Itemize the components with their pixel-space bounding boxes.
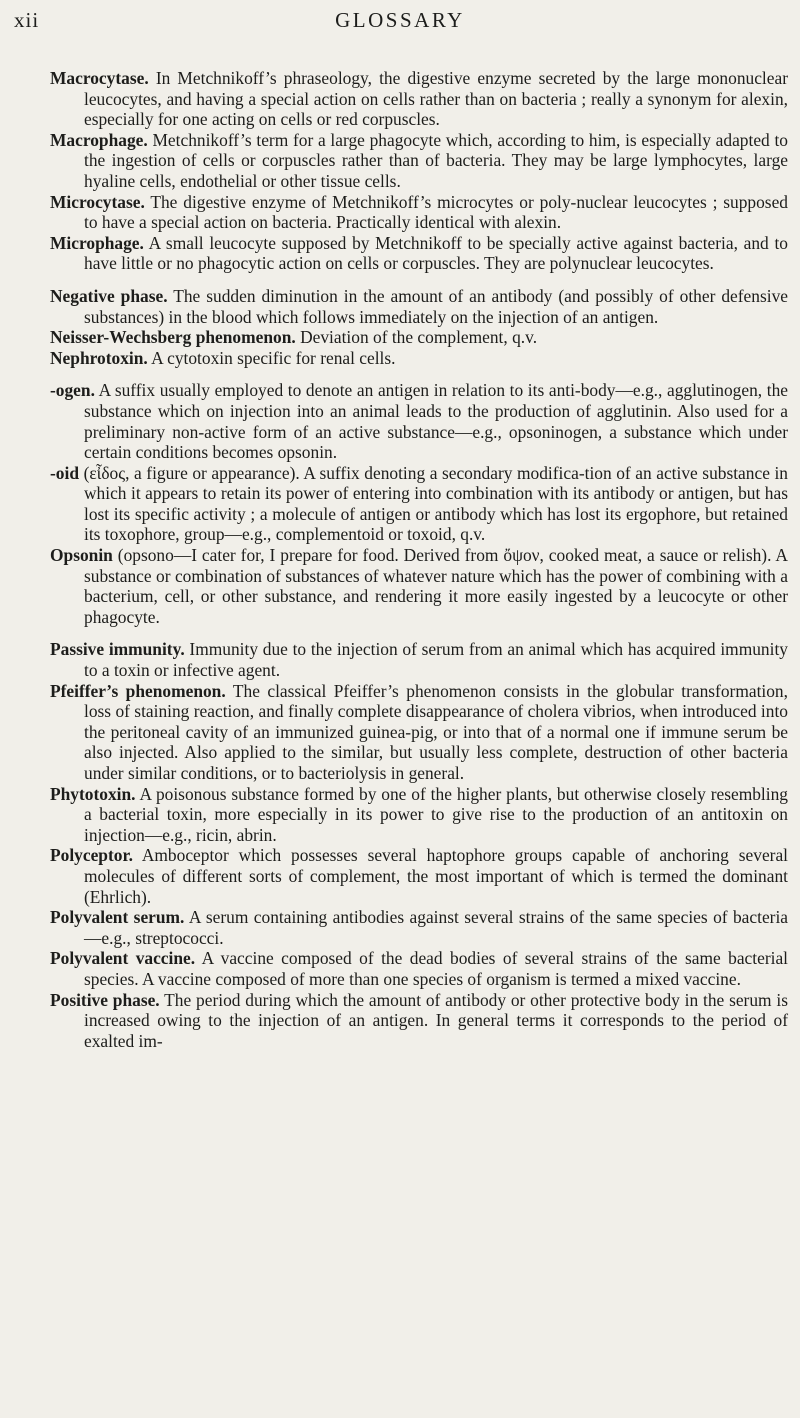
entry-negative-phase	[50, 286, 788, 327]
entry-definition: Amboceptor which possesses several haptophore groups capable of anchoring several molecules of different sorts of complement, the most important of which is termed the dominant (Ehrlich).	[84, 845, 788, 907]
entry-nephrotoxin	[50, 348, 788, 369]
entry-macrocytase	[50, 68, 788, 130]
entry-term: -ogen.	[50, 380, 95, 401]
entry-ogen	[50, 380, 788, 462]
entry-definition: A vaccine composed of the dead bodies of several strains of the same bacterial species. A vaccine composed of more than one species of organism is termed a mixed vaccine.	[84, 948, 789, 989]
entry-term: Polyvalent vaccine.	[50, 948, 196, 969]
entry-term: Polyceptor.	[50, 845, 133, 866]
page-header	[0, 6, 800, 38]
entry-definition: (εἶδος, a figure or appearance). A suffix denoting a secondary modifica-tion of an active substance in which it appears to retain its power of entering into combination with its antibody or antigen, but has lost its specific activity ; a molecule of antigen or antibody which has lost its ergophore, but retained its toxophore, group—e.g., complementoid or toxoid, q.v.	[83, 462, 788, 545]
entry-term: Passive immunity.	[50, 639, 185, 660]
entry-oid	[50, 463, 788, 545]
entry-definition: The sudden diminution in the amount of an antibody (and possibly of other defensive substances) in the blood which follows immediately on the injection of an antigen.	[84, 285, 788, 327]
entry-polyvalent-vaccine	[50, 948, 788, 989]
entry-microcytase	[50, 192, 788, 233]
entry-definition: Metchnikoff’s term for a large phagocyte which, according to him, is especially adapted to the ingestion of cells or corpuscles rather than of bacteria. They may be large lymphocytes, large hyaline cells, endothelial or other tissue cells.	[84, 129, 788, 191]
entry-definition: The period during which the amount of antibody or other protective body in the serum is increased owing to the injection of an antigen. In general terms it corresponds to the period of exalted im-	[84, 989, 788, 1051]
entry-definition: In Metchnikoff’s phraseology, the digestive enzyme secreted by the large mononuclear leucocytes, and having a special action on cells rather than on bacteria ; really a synonym for alexin, especially for one acting on cells or red corpuscles.	[84, 68, 788, 130]
entry-term: Neisser-Wechsberg phenomenon.	[50, 327, 296, 348]
entry-term: Macrocytase.	[50, 68, 149, 88]
entry-term: Polyvalent serum.	[50, 907, 185, 928]
entry-phytotoxin	[50, 784, 788, 846]
entry-term: -oid	[50, 462, 79, 483]
entry-term: Positive phase.	[50, 989, 160, 1010]
entry-term: Nephrotoxin.	[50, 347, 148, 368]
entry-definition: The classical Pfeiffer’s phenomenon consists in the globular transformation, loss of staining reaction, and finally complete disappearance of cholera vibrios, when introduced into the peritoneal cavity of an immunized guinea-pig, or into that of a normal one if immune serum be also injected. Also applied to the similar, but usually less complete, destruction of other bacteria under similar conditions, or to bacteriolysis in general.	[84, 680, 788, 783]
entry-term: Pfeiffer’s phenomenon.	[50, 680, 226, 701]
entry-microphage	[50, 233, 788, 274]
entry-positive-phase	[50, 990, 788, 1052]
entry-term: Microphage.	[50, 232, 144, 253]
page-number: xii	[14, 8, 40, 32]
entry-term: Microcytase.	[50, 191, 145, 212]
entry-opsonin	[50, 545, 788, 627]
entry-definition: Immunity due to the injection of serum from an animal which has acquired immunity to a toxin or infective agent.	[84, 639, 788, 681]
entry-polyceptor	[50, 845, 788, 907]
entry-definition: The digestive enzyme of Metchnikoff’s microcytes or poly-nuclear leucocytes ; supposed to have a special action on bacteria. Practically identical with alexin.	[84, 191, 788, 233]
glossary-body	[50, 68, 788, 1051]
entry-neisser-wechsberg	[50, 327, 788, 348]
entry-term: Negative phase.	[50, 285, 168, 306]
entry-macrophage	[50, 130, 788, 192]
entry-term: Phytotoxin.	[50, 783, 136, 804]
entry-definition: A suffix usually employed to denote an antigen in relation to its anti-body—e.g., agglutinogen, the substance which on injection into an animal leads to the production of agglutinin. Also used for a preliminary non-active form of an active substance—e.g., opsoninogen, a substance which under certain conditions becomes opsonin.	[84, 380, 788, 463]
entry-definition: Deviation of the complement, q.v.	[300, 327, 538, 348]
entry-definition: A poisonous substance formed by one of the higher plants, but otherwise closely resembling a bacterial toxin, more especially in its power to give rise to the production of an antitoxin on injection—e.g., ricin, abrin.	[84, 783, 788, 845]
entry-pfeiffers-phenomenon	[50, 681, 788, 784]
entry-definition: A serum containing antibodies against several strains of the same species of bacteria—e.g., streptococci.	[84, 907, 789, 948]
entry-term: Macrophage.	[50, 129, 148, 150]
entry-definition: A small leucocyte supposed by Metchnikoff to be specially active against bacteria, and to have little or no phagocytic action on cells or corpuscles. They are polynuclear leucocytes.	[84, 232, 788, 274]
entry-passive-immunity	[50, 639, 788, 680]
entry-definition: A cytotoxin specific for renal cells.	[151, 347, 396, 368]
page-title: GLOSSARY	[335, 8, 465, 32]
entry-polyvalent-serum	[50, 907, 788, 948]
entry-term: Opsonin	[50, 545, 113, 566]
entry-definition: (opsono—I cater for, I prepare for food. Derived from ὄψον, cooked meat, a sauce or relish). A substance or combination of substances of whatever nature which has the power of combining with a bacterium, cell, or other substance, and rendering it more easily ingested by a leucocyte or other phagocyte.	[84, 545, 788, 627]
